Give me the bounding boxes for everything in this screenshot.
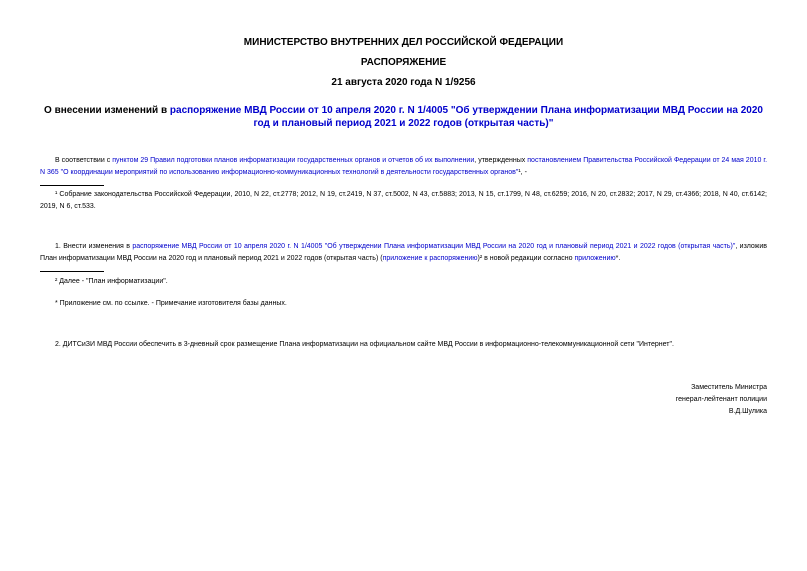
item-1-paragraph: [40, 241, 767, 265]
footnote-1: ¹ Собрание законодательства Российской Федерации, 2010, N 22, ст.2778; 2012, N 19, ст.2419, N 37, ст.5002, N 43, ст.5883; 2013, N 15, ст.1799, N 48, ст.6259; 2016, N 20, ст.2832; 2017, N 29, ст.4366; 2018, N 40, ст.6142; 2019, N 6, ст.533.: [40, 191, 767, 210]
document-type-heading: РАСПОРЯЖЕНИЕ: [360, 57, 447, 68]
resolution-link[interactable]: постановлением Правительства Российской Федерации от 24 мая 2010 г. N 365 "О координации мероприятий по использованию информационно-коммуникационных технологий в деятельности государственных органов": [40, 157, 768, 176]
item1-text-4: *.: [615, 255, 621, 262]
rules-link[interactable]: пунктом 29 Правил подготовки планов информатизации государственных органов и отчетов об их выполнении: [112, 157, 475, 164]
footnote-divider-2: [40, 271, 104, 272]
footnote-2: ² Далее - "План информатизации".: [55, 278, 168, 285]
item1-text-1: 1. Внести изменения в: [55, 243, 133, 250]
signer-name: В.Д.Шулика: [728, 408, 767, 415]
document-title: [40, 104, 767, 130]
item1-text-2: , изложив План информатизации МВД России на 2020 год и плановый период 2021 и 2022 годов (открытая часть) (: [40, 243, 767, 262]
preamble-text-1: В соответствии с: [55, 157, 113, 164]
preamble-text-3: ¹, -: [518, 169, 527, 176]
title-prefix: О внесении изменений в: [44, 105, 170, 116]
order-link[interactable]: распоряжение МВД России от 10 апреля 2020 г. N 1/4005 "Об утверждении Плана информатизации МВД России на 2020 год и плановый период 2021 и 2022 годов (открытая часть)": [132, 243, 736, 250]
order-appendix-link[interactable]: приложение к распоряжению: [382, 255, 478, 262]
ministry-heading: МИНИСТЕРСТВО ВНУТРЕННИХ ДЕЛ РОССИЙСКОЙ ФЕДЕРАЦИИ: [243, 37, 564, 48]
item-2-paragraph: 2. ДИТСиЗИ МВД России обеспечить в 3-дневный срок размещение Плана информатизации на официальном сайте МВД России в информационно-телекоммуникационной сети "Интернет".: [55, 341, 674, 348]
appendix-link[interactable]: приложению: [574, 255, 616, 262]
footnote-divider-1: [40, 185, 104, 186]
title-link[interactable]: распоряжение МВД России от 10 апреля 2020 г. N 1/4005 "Об утверждении Плана информатизации МВД России на 2020 год и плановый период 2021 и 2022 годов (открытая часть)": [169, 105, 763, 129]
signature-block: [676, 382, 767, 418]
signer-position: Заместитель Министра: [691, 384, 767, 391]
document-date-number: 21 августа 2020 года N 1/9256: [331, 77, 476, 88]
signer-rank: генерал-лейтенант полиции: [675, 396, 767, 403]
preamble-paragraph: [40, 155, 767, 179]
preamble-text-2: , утвержденных: [474, 157, 528, 164]
item1-text-3: )² в новой редакции согласно: [477, 255, 575, 262]
editor-note: * Приложение см. по ссылке. - Примечание изготовителя базы данных.: [55, 300, 287, 307]
